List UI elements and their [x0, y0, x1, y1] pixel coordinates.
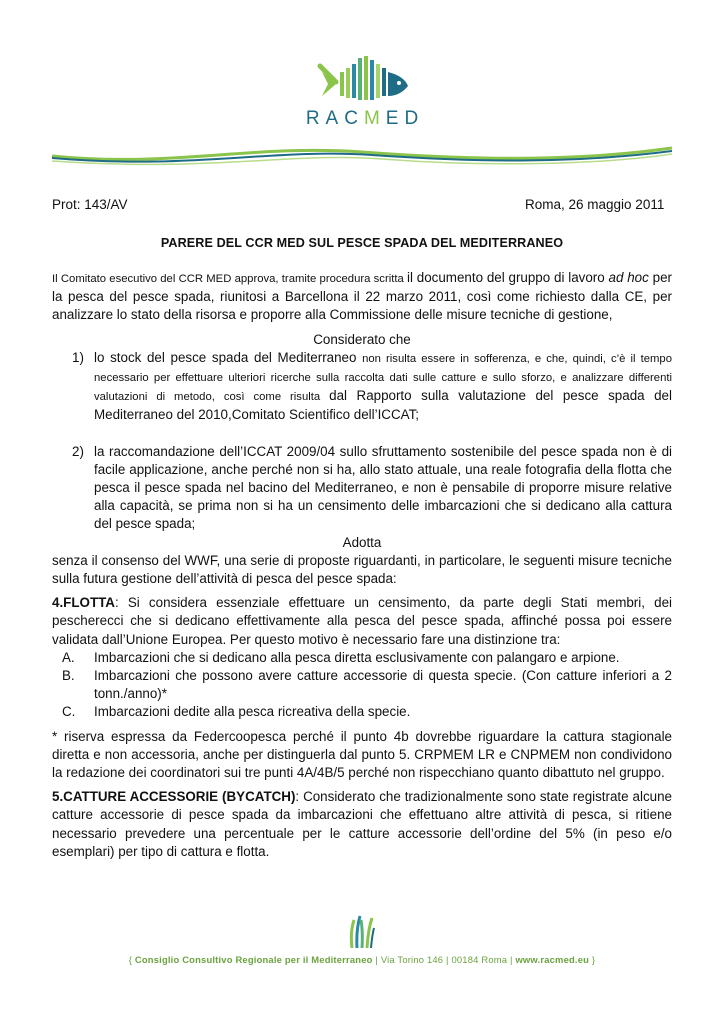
footer-org: Consiglio Consultivo Regionale per il Mediterraneo: [134, 954, 373, 965]
footer-city: 00184 Roma: [451, 954, 508, 965]
flotta-list: [52, 649, 672, 722]
document-date: Roma, 26 maggio 2011: [525, 197, 665, 212]
document-title: PARERE DEL CCR MED SUL PESCE SPADA DEL MEDITERRANEO: [160, 236, 564, 250]
racmed-logo: [300, 52, 430, 132]
list-item: A. Imbarcazioni che si dedicano alla pesca diretta esclusivamente con palangaro e arpione.: [62, 649, 620, 665]
flotta-paragraph: 4.FLOTTA: Si considera essenziale effettuare un censimento, da parte degli Stati membri, dei pescherecci che si dedicano effettivamente alla pesca del pesce spada, affinché possa poi essere validata dall’Unione Europea. Per questo motivo è necessario fare una distinzione tra:: [52, 595, 672, 647]
protocol-number: Prot: 143/AV: [52, 197, 128, 212]
considerato-list: [52, 349, 672, 534]
adotta-paragraph: senza il consenso del WWF, una serie di proposte riguardanti, in particolare, le seguenti misure tecniche sulla futura gestione dell’attività di pesca del pesce spada:: [52, 552, 672, 587]
fish-logo-icon: [300, 52, 430, 108]
footer-website[interactable]: www.racmed.eu: [515, 954, 590, 965]
seagrass-icon: [346, 914, 376, 948]
adotta-heading: Adotta: [342, 534, 382, 550]
footer-street: Via Torino 146: [380, 954, 444, 965]
wave-divider: [52, 138, 672, 174]
list-item: 2) la raccomandazione dell’ICCAT 2009/04 sullo sfruttamento sostenibile del pesce spada non è di facile applicazione, anche perché non si ha, allo stato attuale, una reale fotografia della flotta che pesca il pesce spada nel bacino del Mediterraneo, e non è pensabile di proporre misure relative alla capacità, se prima non si ha un censimento delle imbarcazioni che si dedicano alla cattura del pesce spada;: [72, 443, 672, 532]
considerato-heading: Considerato che: [313, 331, 411, 347]
document-body: [52, 269, 672, 861]
intro-paragraph: Il Comitato esecutivo del CCR MED approva, tramite procedura scritta il documento del gruppo di lavoro ad hoc per la pesca del pesce spada, riunitosi a Barcellona il 22 marzo 2011, così come richiesto dalla CE, per analizzare lo stato della risorsa e proporre alla Commissione delle misure tecniche di gestione,: [52, 270, 672, 323]
catture-paragraph: 5.CATTURE ACCESSORIE (BYCATCH): Considerato che tradizionalmente sono state registrate alcune catture accessorie di pesce spada da imbarcazioni che effettuano altre attività di pesca, si ritiene necessario prevedere una percentuale per le catture accessorie dell’ordine del 5% (in peso e/o esemplari) per tipo di cattura e flotta.: [52, 789, 672, 859]
list-item: 1) lo stock del pesce spada del Mediterraneo non risulta essere in sofferenza, e che, quindi, c’è il tempo necessario per effettuare ulteriori ricerche sulla raccolta dati sulle catture e sullo sforzo, e analizzare differenti valutazioni di metodo, così come risulta dal Rapporto sulla valutazione del pesce spada del Mediterraneo del 2010,Comitato Scientifico dell’ICCAT;: [72, 349, 672, 423]
logo-wordmark: RACMED: [305, 108, 425, 129]
footer-address: { Consiglio Consultivo Regionale per il Mediterraneo | Via Torino 146 | 00184 Roma | www.racmed.eu }: [128, 954, 596, 965]
riserva-paragraph: * riserva espressa da Federcoopesca perché il punto 4b dovrebbe riguardare la cattura stagionale diretta e non accessoria, anche per distinguerla dal punto 5. CRPMEM LR e CNPMEM non condividono la redazione dei coordinatori sui tre punti 4A/4B/5 perché non rispecchiano quanto dibattuto nel gruppo.: [52, 728, 672, 781]
list-item: C. Imbarcazioni dedite alla pesca ricreativa della specie.: [62, 704, 411, 720]
list-item: B. Imbarcazioni che possono avere catture accessorie di questa specie. (Con catture inferiori a 2 tonn./anno)*: [62, 668, 672, 702]
